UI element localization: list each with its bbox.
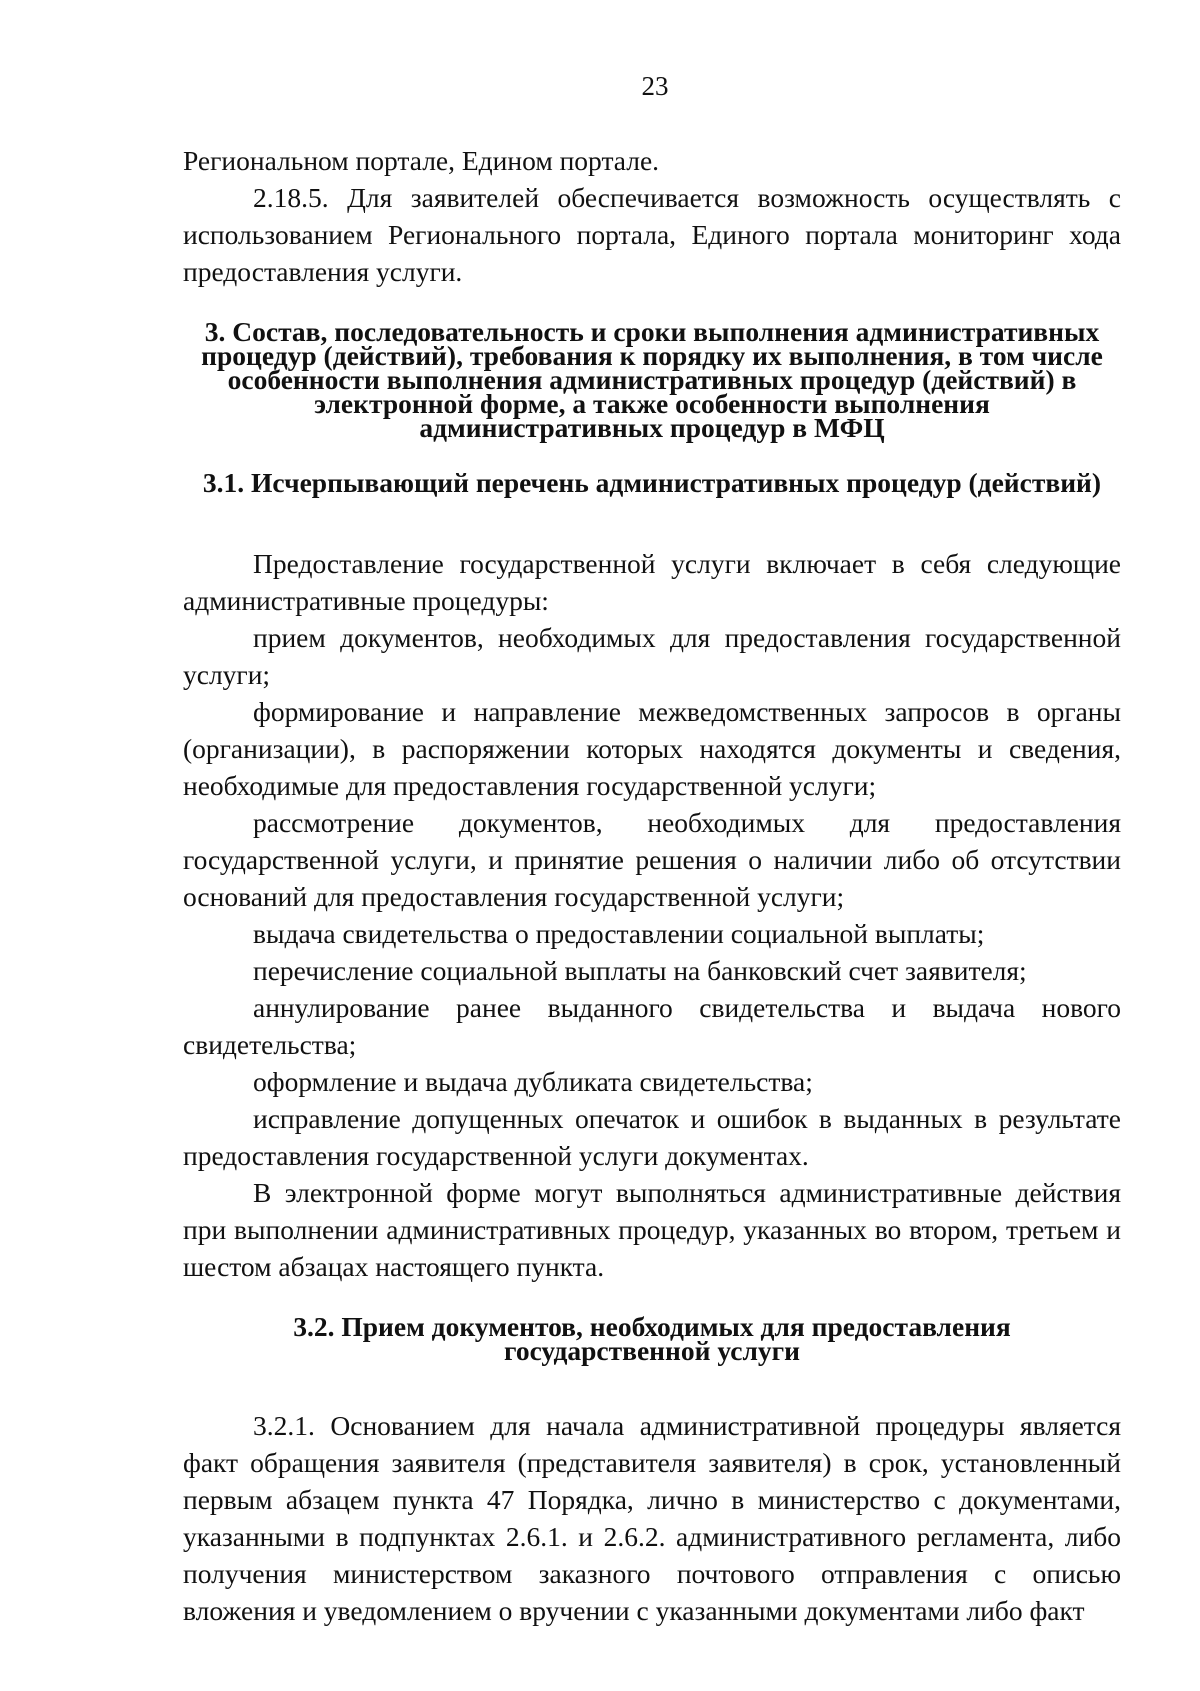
paragraph: Предоставление государственной услуги включает в себя следующие административные процедуры: xyxy=(183,548,1121,616)
section-3-2-heading-line: государственной услуги xyxy=(504,1335,800,1366)
section-3-heading xyxy=(183,316,1121,443)
paragraph: В электронной форме могут выполняться административные действия при выполнении административных процедур, указанных во втором, третьем и шестом абзацах настоящего пункта. xyxy=(183,1177,1121,1282)
section-3-heading-line: 3. Состав, последовательность и сроки выполнения административных xyxy=(204,316,1100,347)
list-item: выдача свидетельства о предоставлении социальной выплаты; xyxy=(253,918,985,949)
list-item: перечисление социальной выплаты на банковский счет заявителя; xyxy=(253,955,1027,986)
section-3-2-heading xyxy=(183,1311,1121,1366)
list-item: оформление и выдача дубликата свидетельства; xyxy=(253,1066,813,1097)
list-item: исправление допущенных опечаток и ошибок в выданных в результате предоставления государственной услуги документах. xyxy=(183,1103,1121,1171)
paragraph-3-2-1: 3.2.1. Основанием для начала административной процедуры является факт обращения заявителя (представителя заявителя) в срок, установленный первым абзацем пункта 47 Порядка, лично в министерство с документами, указанными в подпунктах 2.6.1. и 2.6.2. административного регламента, либо получения министерством заказного почтового отправления с описью вложения и уведомлением о вручении с указанными документами либо факт xyxy=(183,1410,1121,1626)
section-3-heading-line: процедур (действий), требования к порядку их выполнения, в том числе xyxy=(201,340,1103,371)
paragraph-continuation: Региональном портале, Едином портале. xyxy=(183,145,660,176)
list-item: формирование и направление межведомственных запросов в органы (организации), в распоряжении которых находятся документы и сведения, необходимые для предоставления государственной услуги; xyxy=(183,696,1121,801)
section-3-2-heading-line: 3.2. Прием документов, необходимых для предоставления xyxy=(293,1311,1011,1342)
section-3-heading-line: административных процедур в МФЦ xyxy=(419,412,885,443)
list-item: рассмотрение документов, необходимых для предоставления государственной услуги, и принятие решения о наличии либо об отсутствии оснований для предоставления государственной услуги; xyxy=(183,807,1121,912)
document-page xyxy=(183,70,1121,1629)
section-3-heading-line: электронной форме, а также особенности выполнения xyxy=(314,388,990,419)
list-item: прием документов, необходимых для предоставления государственной услуги; xyxy=(183,622,1121,690)
page-number: 23 xyxy=(641,71,669,101)
paragraph-2-18-5: 2.18.5. Для заявителей обеспечивается возможность осуществлять с использованием Регионального портала, Единого портала мониторинг хода предоставления услуги. xyxy=(183,182,1121,287)
section-3-heading-line: особенности выполнения административных процедур (действий) в xyxy=(227,364,1077,395)
section-3-1-heading: 3.1. Исчерпывающий перечень административных процедур (действий) xyxy=(202,467,1102,498)
list-item: аннулирование ранее выданного свидетельства и выдача нового свидетельства; xyxy=(183,992,1121,1060)
